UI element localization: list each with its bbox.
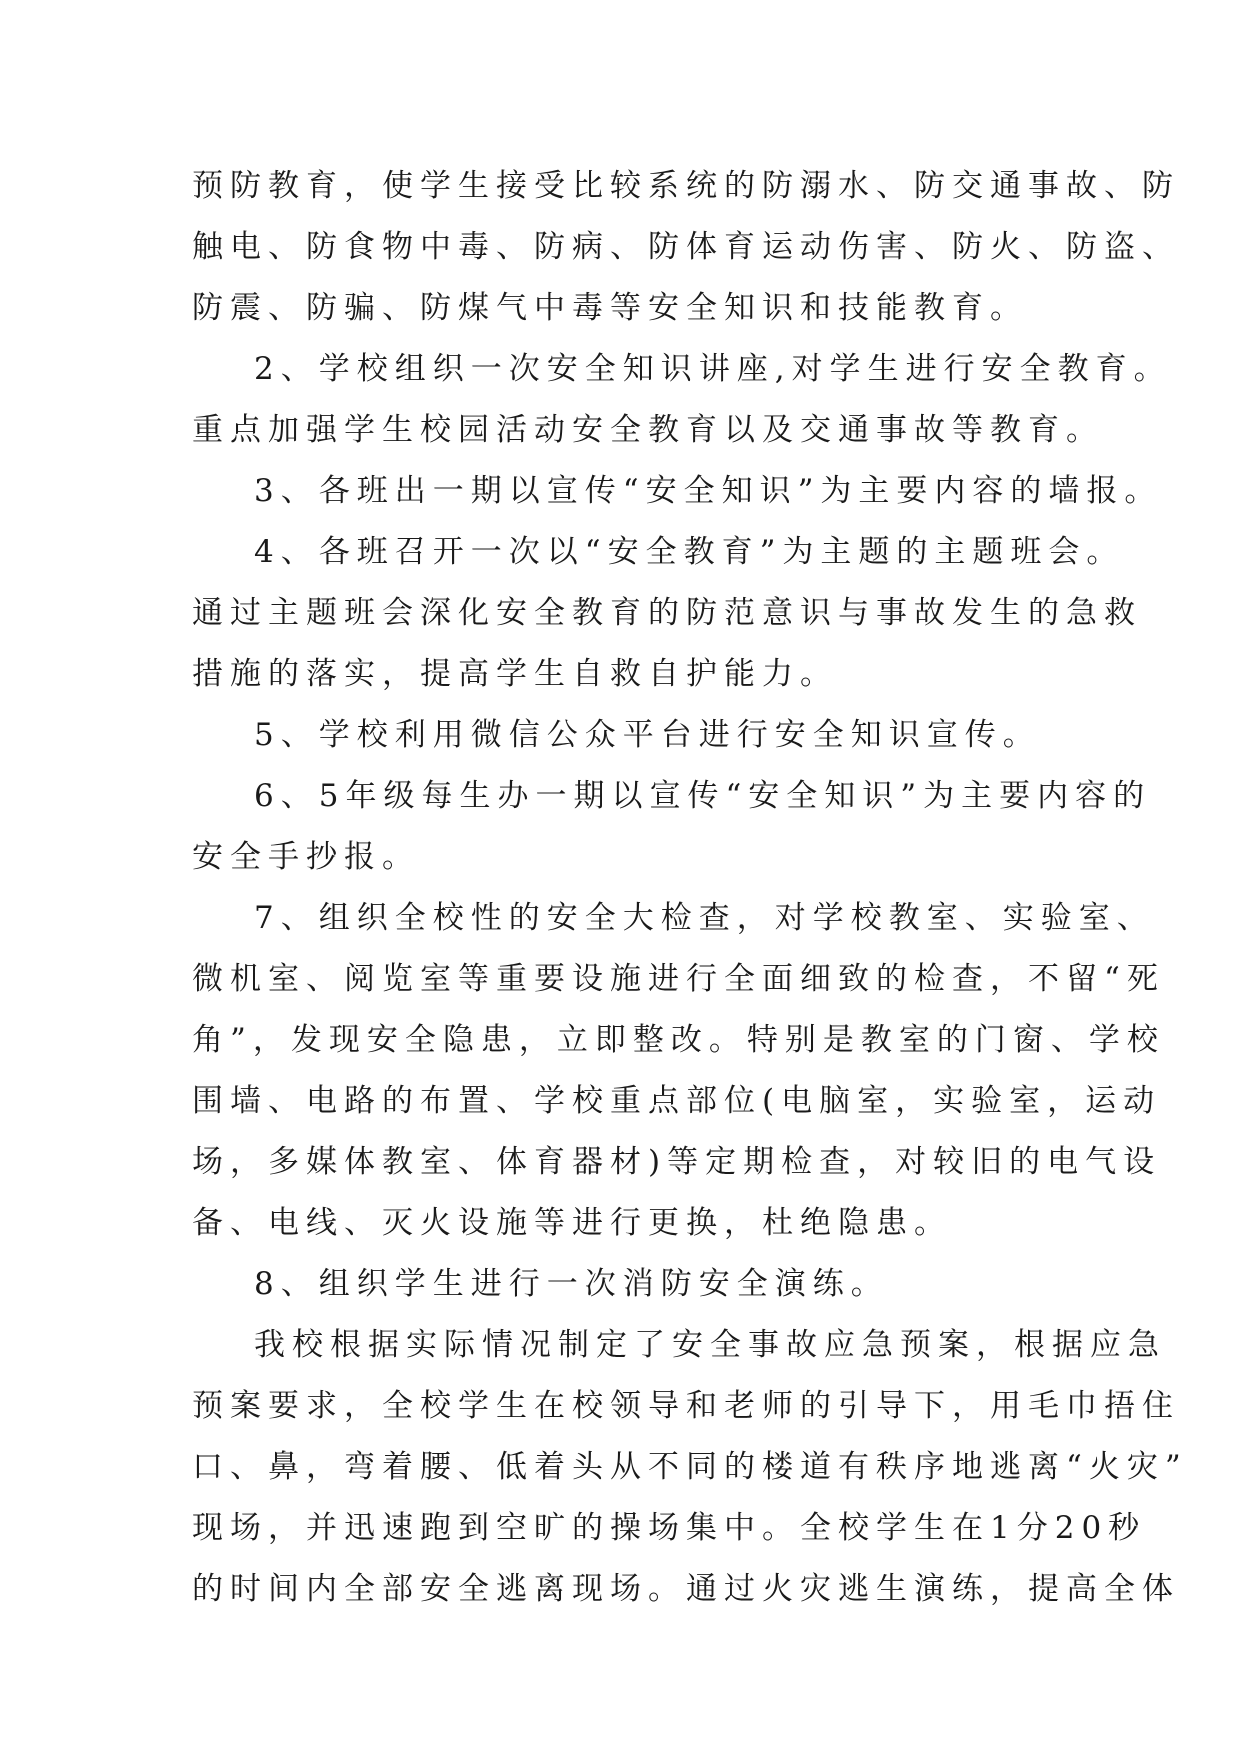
text-line: 围墙、电路的布置、学校重点部位(电脑室，实验室，运动	[192, 1083, 1162, 1119]
paragraph-item-7	[192, 888, 1165, 1254]
paragraph-item-5	[192, 705, 1072, 766]
text-line: 预防教育，使学生接受比较系统的防溺水、防交通事故、防	[192, 168, 1180, 204]
text-line: 7、组织全校性的安全大检查，对学校教室、实验室、	[254, 900, 1155, 936]
text-line: 触电、防食物中毒、防病、防体育运动伤害、防火、防盗、	[192, 229, 1180, 265]
text-line: 6、5年级每生办一期以宣传“安全知识”为主要内容的	[254, 778, 1152, 814]
paragraph-item-4	[192, 522, 1142, 705]
text-line: 备、电线、灭火设施等进行更换，杜绝隐患。	[192, 1205, 952, 1241]
document-body	[192, 156, 1188, 1620]
paragraph-fire-drill	[192, 1315, 1188, 1620]
text-line: 通过主题班会深化安全教育的防范意识与事故发生的急救	[192, 595, 1142, 631]
paragraph-item-6	[192, 766, 1152, 888]
text-line: 防震、防骗、防煤气中毒等安全知识和技能教育。	[192, 290, 1028, 326]
text-line: 安全手抄报。	[192, 839, 420, 875]
text-line: 2、学校组织一次安全知识讲座,对学生进行安全教育。	[254, 351, 1172, 387]
text-line: 微机室、阅览室等重要设施进行全面细致的检查，不留“死	[192, 961, 1165, 997]
paragraph-item-3	[192, 461, 1163, 522]
text-line: 3、各班出一期以宣传“安全知识”为主要内容的墙报。	[254, 473, 1163, 509]
text-line: 预案要求，全校学生在校领导和老师的引导下，用毛巾捂住	[192, 1388, 1180, 1424]
text-line: 我校根据实际情况制定了安全事故应急预案，根据应急	[254, 1327, 1166, 1363]
text-line: 8、组织学生进行一次消防安全演练。	[254, 1266, 889, 1302]
text-line: 措施的落实，提高学生自救自护能力。	[192, 656, 838, 692]
text-line: 5、学校利用微信公众平台进行安全知识宣传。	[254, 717, 1041, 753]
text-line: 4、各班召开一次以“安全教育”为主题的主题班会。	[254, 534, 1125, 570]
text-line: 的时间内全部安全逃离现场。通过火灾逃生演练，提高全体	[192, 1571, 1180, 1607]
paragraph-item-2	[192, 339, 1172, 461]
text-line: 口、鼻，弯着腰、低着头从不同的楼道有秩序地逃离“火灾”	[192, 1449, 1188, 1485]
paragraph-prevention-education	[192, 156, 1180, 339]
text-line: 现场，并迅速跑到空旷的操场集中。全校学生在1分20秒	[192, 1510, 1147, 1546]
text-line: 角”，发现安全隐患，立即整改。特别是教室的门窗、学校	[192, 1022, 1165, 1058]
text-line: 重点加强学生校园活动安全教育以及交通事故等教育。	[192, 412, 1104, 448]
text-line: 场，多媒体教室、体育器材)等定期检查，对较旧的电气设	[192, 1144, 1162, 1180]
paragraph-item-8	[192, 1254, 1072, 1315]
